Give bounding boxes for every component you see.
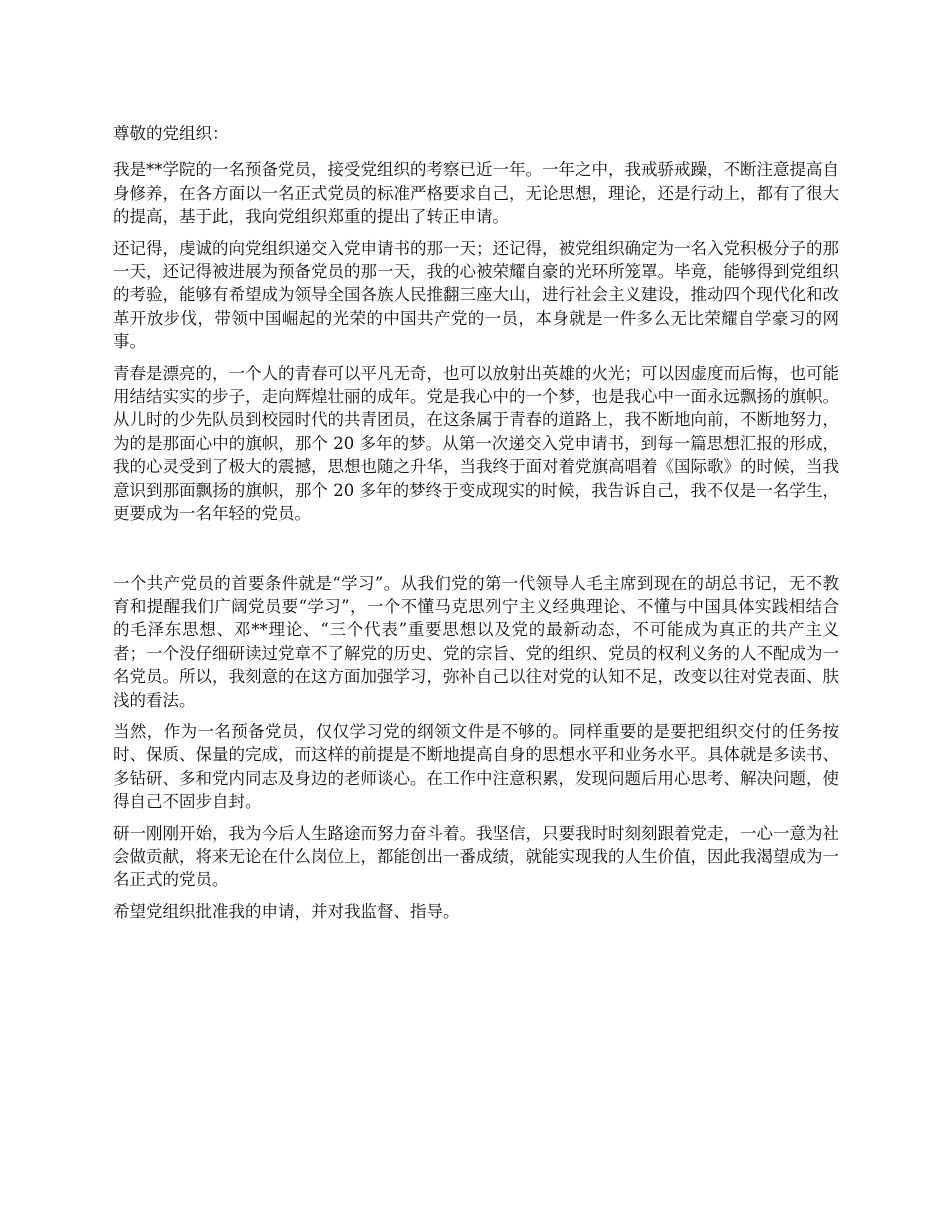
- paragraph-closing: 希望党组织批准我的申请，并对我监督、指导。: [113, 901, 460, 921]
- paragraph-work: 当然，作为一名预备党员，仅仅学习党的纲领文件是不够的。同样重要的是要把组织交付的任务按时、保质、保量的完成，而这样的前提是不断地提高自身的思想水平和业务水平。具体就是多读书、多钻研、多和党内同志及身边的老师谈心。在工作中注意积累，发现问题后用心思考、解决问题，使得自己不固步自封。: [113, 721, 839, 812]
- salutation: 尊敬的党组织：: [113, 124, 229, 143]
- paragraph-study: 一个共产党员的首要条件就是“学习”。从我们党的第一代领导人毛主席到现在的胡总书记，无不教育和提醒我们广阔党员要“学习”，一个不懂马克思列宁主义经典理论、不懂与中国具体实践相结合的毛泽东思想、邓**理论、“三个代表”重要思想以及党的最新动态，不可能成为真正的共产主义者；一个没仔细研读过党章不了解党的历史、党的宗旨、党的组织、党员的权利义务的人不配成为一名党员。所以，我刻意的在这方面加强学习，弥补自己以往对党的认知不足，改变以往对党表面、肤浅的看法。: [113, 573, 839, 710]
- paragraph-memory: 还记得，虔诚的向党组织递交入党申请书的那一天；还记得，被党组织确定为一名入党积极分子的那一天，还记得被进展为预备党员的那一天，我的心被荣耀自豪的光环所笼罩。毕竟，能够得到党组织的考验，能够有希望成为领导全国各族人民推翻三座大山，进行社会主义建设，推动四个现代化和改革开放步伐，带领中国崛起的光荣的中国共产党的一员，本身就是一件多么无比荣耀自学豪习的网事。: [113, 238, 839, 352]
- paragraph-intro: 我是**学院的一名预备党员，接受党组织的考察已近一年。一年之中，我戒骄戒躁，不断注意提高自身修养，在各方面以一名正式党员的标准严格要求自己，无论思想，理论，还是行动上，都有了很大的提高，基于此，我向党组织郑重的提出了转正申请。: [113, 160, 839, 227]
- paragraph-resolve: 研一刚刚开始，我为今后人生路途而努力奋斗着。我坚信，只要我时时刻刻跟着党走，一心一意为社会做贡献，将来无论在什么岗位上，都能创出一番成绩，就能实现我的人生价值，因此我渴望成为一名正式的党员。: [113, 823, 839, 890]
- document-page: [113, 122, 839, 931]
- paragraph-youth: 青春是漂亮的，一个人的青春可以平凡无奇，也可以放射出英雄的火光；可以因虚度而后悔，也可能用结结实实的步子，走向辉煌壮丽的成年。党是我心中的一个梦，也是我心中一面永远飘扬的旗帜。从儿时的少先队员到校园时代的共青团员，在这条属于青春的道路上，我不断地向前，不断地努力，为的是那面心中的旗帜，那个 20 多年的梦。从第一次递交入党申请书，到每一篇思想汇报的形成，我的心灵受到了极大的震撼，思想也随之升华，当我终于面对着党旗高唱着《国际歌》的时候，当我意识到那面飘扬的旗帜，那个 20 多年的梦终于变成现实的时候，我告诉自己，我不仅是一名学生，更要成为一名年轻的党员。: [113, 363, 839, 524]
